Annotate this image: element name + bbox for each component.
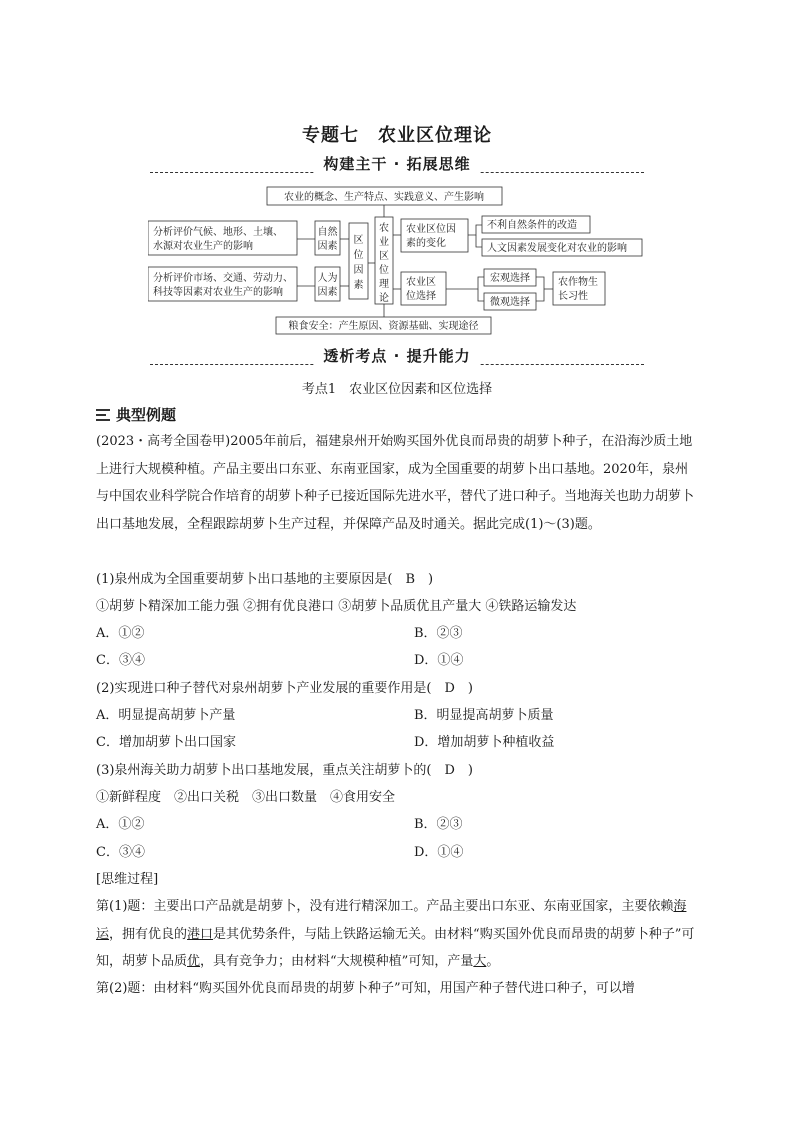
box-r2-text: 人文因素发展变化对农业的影响: [487, 243, 627, 254]
box-left1-line1: 分析评价气候、地形、土壤、: [153, 227, 283, 238]
lilun-char: 位: [379, 265, 389, 276]
thinking-q1-text: 第(1)题：主要出口产品就是胡萝卜，没有进行精深加工。产品主要出口东亚、东南亚国家，主要依赖: [96, 899, 674, 914]
thinking-q2: 第(2)题：由材料“购买国外优良而昂贵的胡萝卜种子”可知，用国产种子替代进口种子，可以增: [96, 981, 635, 996]
q3-option-c: C．③④: [96, 845, 145, 860]
yinsu-char: 因: [353, 265, 364, 276]
underlined-keyword: 港口: [187, 926, 214, 942]
lilun-char: 论: [379, 293, 389, 304]
box-bottom-text: 粮食安全：产生原因、资源基础、实现途径: [288, 321, 479, 332]
box-human-l1: 人为: [317, 273, 338, 284]
box-natural-l1: 自然: [317, 227, 338, 238]
q3-stem: (3)泉州海关助力胡萝卜出口基地发展，重点关注胡萝卜的( D ): [96, 763, 473, 778]
box-choice-l1: 农业区: [406, 277, 436, 288]
thinking-q1-text: 。: [486, 954, 500, 969]
q1-option-a: A．①②: [96, 626, 145, 641]
thinking-q1-text: ，具有竞争力；由材料“大规模种植”可知，产量: [200, 954, 474, 969]
box-human-l2: 因素: [317, 287, 338, 298]
yinsu-char: 区: [353, 235, 364, 246]
q1-option-c: C．③④: [96, 653, 145, 668]
q3-option-b: B．②③: [414, 817, 463, 832]
underlined-keyword: 海运: [96, 899, 687, 942]
box-macro-text: 宏观选择: [490, 273, 530, 284]
q2-option-c: C．增加胡萝卜出口国家: [96, 735, 236, 750]
box-r1-text: 不利自然条件的改造: [487, 220, 577, 231]
box-habit-l2: 长习性: [558, 291, 588, 302]
q2-option-d: D．增加胡萝卜种植收益: [414, 735, 555, 750]
lilun-char: 理: [379, 279, 389, 290]
box-habit-l1: 农作物生: [558, 277, 598, 288]
box-left2-line2: 科技等因素对农业生产的影响: [153, 287, 283, 298]
underlined-keyword: 优: [187, 954, 201, 969]
q1-items: ①胡萝卜精深加工能力强 ②拥有优良港口 ③胡萝卜品质优且产量大 ④铁路运输发达: [96, 599, 577, 614]
line-macro: [446, 277, 484, 289]
page-title: 专题七 农业区位理论: [302, 125, 492, 146]
yinsu-char: 素: [353, 280, 364, 291]
box-micro-text: 微观选择: [490, 297, 530, 308]
q1-stem: (1)泉州成为全国重要胡萝卜出口基地的主要原因是( B ): [96, 572, 434, 587]
concept-diagram: [148, 183, 648, 339]
thinking-q1-text: 是其优势条件，与陆上铁路运输无关。由材料“购买国外优良而昂贵的胡萝卜种子”可知，胡萝卜品质: [96, 926, 695, 969]
line-r2: [476, 235, 482, 247]
line-bracket: [536, 277, 544, 301]
thinking-heading: [思维过程]: [96, 872, 159, 887]
underlined-keyword: 大: [473, 954, 487, 969]
box-left2-line1: 分析评价市场、交通、劳动力、: [153, 273, 293, 284]
box-change-l2: 素的变化: [406, 238, 446, 249]
banner-top: [150, 153, 644, 175]
yinsu-char: 位: [353, 250, 364, 261]
banner-bottom: [150, 345, 644, 367]
box-left1-line2: 水源对农业生产的影响: [153, 241, 253, 252]
q1-option-d: D．①④: [414, 653, 464, 668]
lilun-char: 区: [379, 251, 389, 262]
section-heading: [96, 404, 176, 425]
q3-items: ①新鲜程度 ②出口关税 ③出口数量 ④食用安全: [96, 790, 396, 805]
kaodian-heading: 考点1 农业区位因素和区位选择: [301, 382, 493, 397]
box-choice-l2: 位选择: [406, 291, 436, 302]
q2-option-a: A．明显提高胡萝卜产量: [96, 708, 236, 723]
line-micro: [478, 289, 484, 301]
banner-bottom-text: 透析考点 · 提升能力: [315, 347, 478, 365]
thinking-q1-text: ，拥有优良的: [109, 926, 188, 942]
lilun-char: 业: [379, 237, 389, 248]
q2-option-b: B．明显提高胡萝卜质量: [414, 708, 554, 723]
box-natural-l2: 因素: [317, 241, 338, 252]
lilun-char: 农: [379, 223, 389, 234]
box-top-text: 农业的概念、生产特点、实践意义、产生影响: [284, 192, 484, 203]
line-r1: [468, 225, 482, 235]
list-icon: [96, 409, 110, 421]
q3-option-d: D．①④: [414, 845, 464, 860]
q2-stem: (2)实现进口种子替代对泉州胡萝卜产业发展的重要作用是( D ): [96, 681, 473, 696]
box-change-l1: 农业区位因: [406, 224, 456, 235]
intro-paragraph: (2023・高考全国卷甲)2005年前后，福建泉州开始购买国外优良而昂贵的胡萝卜种子，在沿海沙质土地上进行大规模种植。产品主要出口东亚、东南亚国家，成为全国重要的胡萝卜出口基地。2020年，泉州与中国农业科学院合作培育的胡萝卜种子已接近国际先进水平，替代了进口种子。当地海关也助力胡萝卜出口基地发展，全程跟踪胡萝卜生产过程，并保障产品及时通关。据此完成(1)～(3)题。: [96, 434, 695, 532]
banner-top-text: 构建主干 · 拓展思维: [315, 155, 478, 173]
thinking-q1: [96, 893, 698, 976]
q3-option-a: A．①②: [96, 817, 145, 832]
section-heading-text: 典型例题: [116, 406, 177, 424]
q1-option-b: B．②③: [414, 626, 463, 641]
